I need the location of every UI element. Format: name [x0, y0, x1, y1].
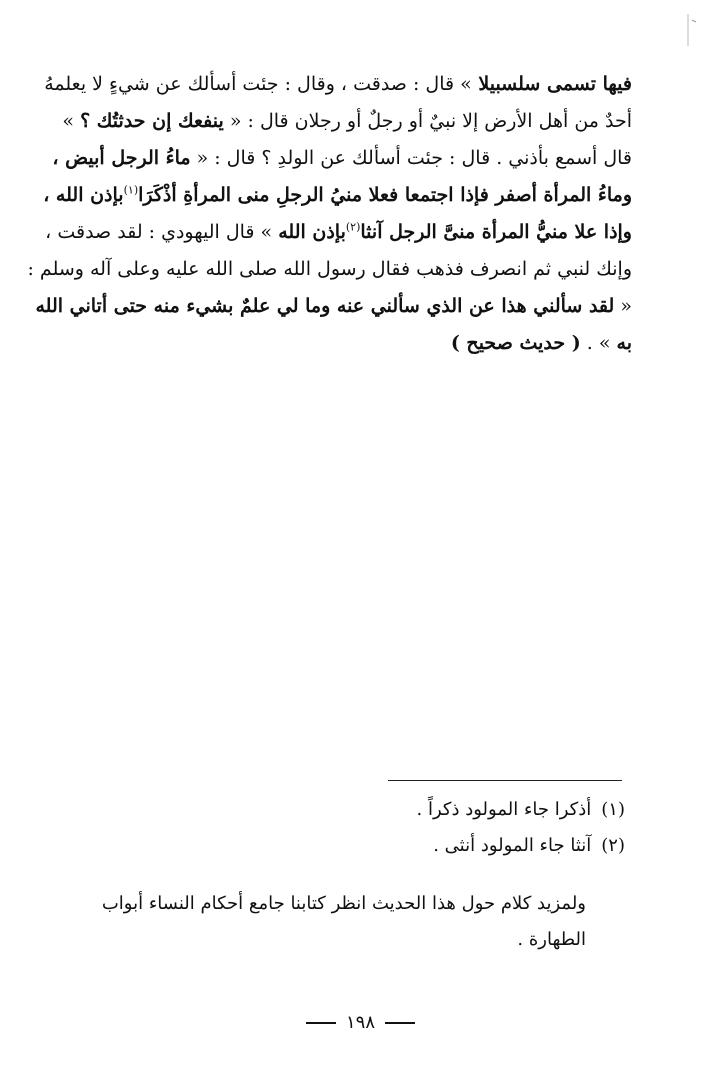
bold-phrase: ماءُ الرجل أبيض ، [52, 147, 191, 169]
bold-phrase: فيها تسمى سلسبيلا [471, 73, 632, 95]
text-segment: » قال : صدقت ، وقال : جئت أسألك عن شيءٍ لا يعلمهُ [44, 73, 472, 95]
text-line-3 [52, 140, 632, 177]
bold-phrase: وإذا علا منيُّ المرأة منىَّ الرجل آنثا [360, 221, 632, 243]
bold-phrase: به [616, 332, 632, 354]
text-line-2 [60, 103, 632, 140]
footnote-number: (٢) [601, 835, 625, 856]
bold-phrase: وماءُ المرأة أصفر فإذا اجتمعا فعلا منيُ الرجلِ منى المرأةِ أذْكَرَا [138, 184, 632, 206]
text-line-4 [43, 177, 632, 214]
hadith-grade: ( حديث صحيح ) [450, 332, 581, 354]
closing-text [587, 332, 632, 354]
text-line-1 [44, 66, 632, 103]
page-number-dash [306, 1022, 336, 1024]
text-segment: « [614, 295, 632, 317]
text-line-8 [60, 325, 632, 362]
bold-phrase: ينفعك إن حدثتُك ؟ [80, 110, 224, 132]
text-segment: » قال اليهودي : لقد صدقت ، [45, 221, 279, 243]
footnote-text: أذكرا جاء المولود ذكراً . [416, 799, 592, 820]
footnote-ref-2: (٢) [345, 220, 361, 234]
text-segment: أحدٌ من أهل الأرض إلا نبيٌ أو رجلٌ أو رجلان قال : « [223, 110, 632, 132]
bold-phrase: بإذن الله ، [43, 184, 124, 206]
bold-phrase: بإذن الله [278, 221, 346, 243]
footnotes [360, 792, 625, 864]
text-line-6: وإنك لنبي ثم انصرف فذهب فقال رسول الله صلى الله عليه وعلى آله وسلم : [27, 258, 632, 280]
text-line-5 [45, 214, 632, 251]
text-segment: » . [586, 332, 617, 354]
text-line-7 [35, 288, 632, 325]
text-segment: » [62, 110, 81, 132]
footnote-ref-1: (١) [123, 183, 139, 197]
footnote-divider [388, 780, 622, 781]
footnote-number: (١) [601, 799, 625, 820]
text-segment: قال أسمع بأذني . قال : جئت أسألك عن الولدِ ؟ قال : « [190, 147, 632, 169]
page-number-dash [385, 1022, 415, 1024]
page-number [0, 1012, 721, 1033]
bold-phrase: لقد سألني هذا عن الذي سألني عنه وما لي علمٌ بشيء منه حتى أتاني الله [35, 295, 615, 317]
footnote-2 [360, 828, 625, 864]
editor-note: ولمزيد كلام حول هذا الحديث انظر كتابنا جامع أحكام النساء أبواب الطهارة . [101, 893, 586, 950]
hadith-text [27, 66, 632, 362]
scan-mark [684, 10, 700, 50]
footnote-1 [360, 792, 625, 828]
footnote-text: آنثا جاء المولود أنثى . [433, 835, 592, 856]
page-number-value: ١٩٨ [345, 1012, 375, 1033]
